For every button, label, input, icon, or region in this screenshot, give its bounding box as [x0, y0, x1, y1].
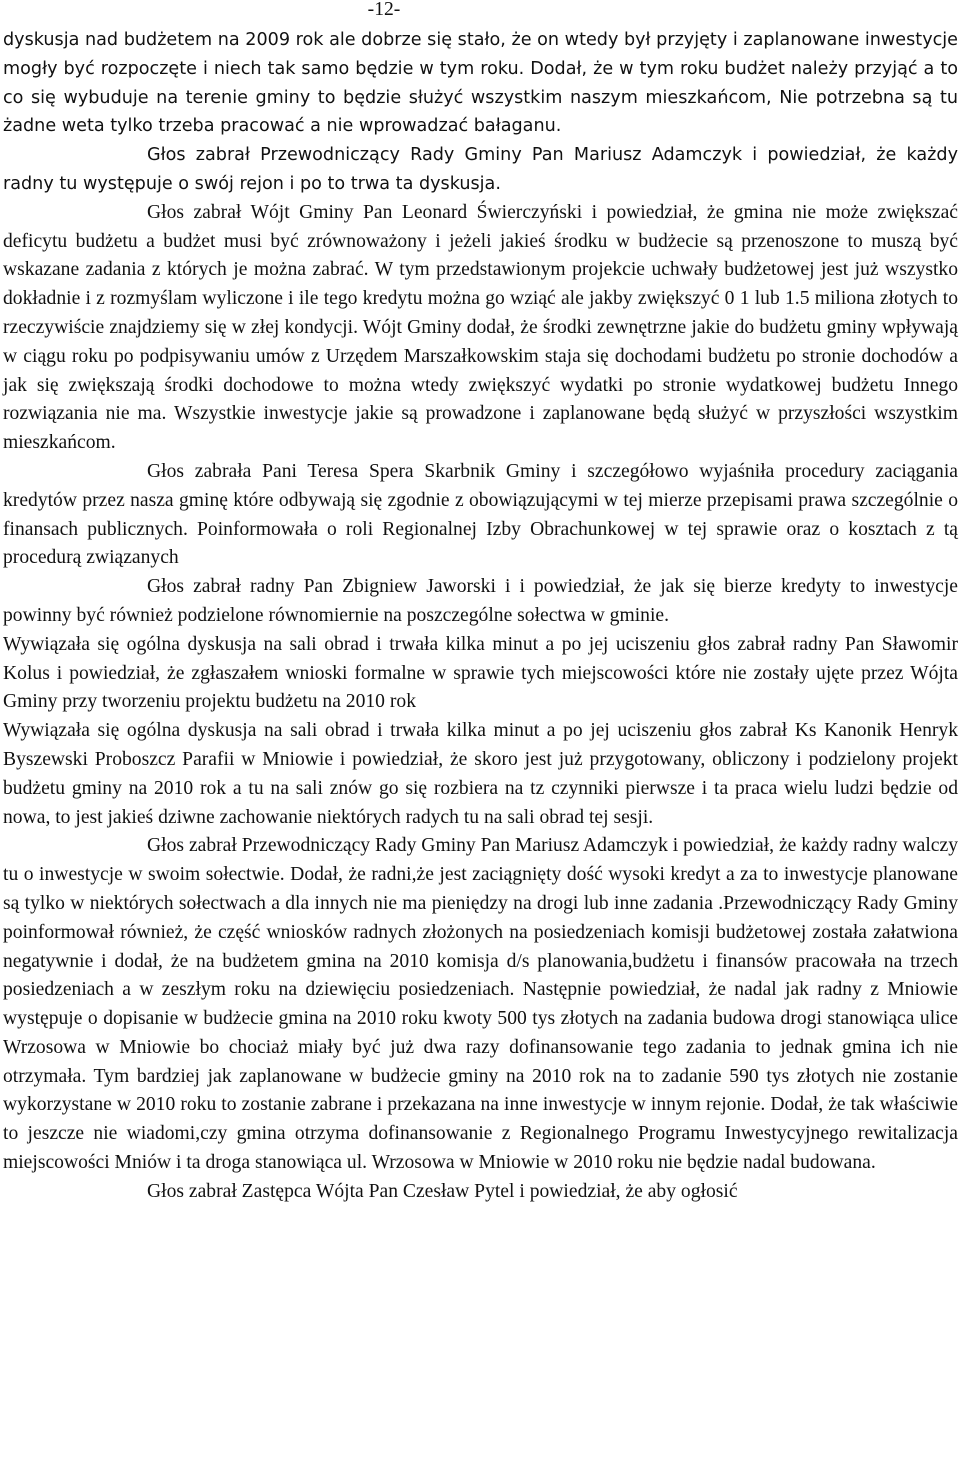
paragraph-6: Wywiązała się ogólna dyskusja na sali obrad i trwała kilka minut a po jej uciszeniu głos zabrał radny Pan Sławomir Kolus i powiedział, że zgłaszałem wnioski formalne w sprawie tych miejscowości które nie zostały ujęte przez Wójta Gminy przy tworzeniu projektu budżetu na 2010 rok — [3, 633, 958, 713]
paragraph-2: Głos zabrał Przewodniczący Rady Gminy Pan Mariusz Adamczyk i powiedział, że każdy radny tu występuje o swój rejon i po to trwa ta dyskusja. — [3, 145, 958, 194]
document-body — [3, 26, 958, 1207]
page-number: -12- — [367, 0, 401, 20]
paragraph-1: dyskusja nad budżetem na 2009 rok ale dobrze się stało, że on wtedy był przyjęty i zaplanowane inwestycje mogły być rozpoczęte i niech tak samo będzie w tym roku. Dodał, że w tym roku budżet należy przyjąć a to co się wybuduje na terenie gminy to będzie służyć wszystkim naszym mieszkańcom, Nie potrzebna są tu żadne weta tylko trzeba pracować a nie wprowadzać bałaganu. — [3, 30, 958, 137]
paragraph-3: Głos zabrał Wójt Gminy Pan Leonard Świerczyński i powiedział, że gmina nie może zwiększać deficytu budżetu a budżet musi być zrównoważony i jeżeli jakieś środku w budżecie są przenoszone to muszą być wskazane zadania z których je można zabrać. W tym przedstawionym projekcie uchwały budżetowej jest już wszystko dokładnie i z rozmyślam wyliczone i ile tego kredytu można go wziąć ale jakby zwiększyć 0 1 lub 1.5 miliona złotych to rzeczywiście znajdziemy się w złej kondycji. Wójt Gminy dodał, że środki zewnętrzne jakie do budżetu gminy wpływają w ciągu roku po podpisywaniu umów z Urzędem Marszałkowskim staja się dochodami budżetu po stronie dochodów a jak się zwiększają środki dochodowe to można wtedy zwiększyć wydatki po stronie wydatkowej budżetu Innego rozwiązania nie ma. Wszystkie inwestycje jakie są prowadzone i zaplanowane będą służyć w przyszłości wszystkim mieszkańcom. — [3, 201, 958, 454]
paragraph-8: Głos zabrał Przewodniczący Rady Gminy Pan Mariusz Adamczyk i powiedział, że każdy radny walczy tu o inwestycje w swoim sołectwie. Dodał, że radni,że jest zaciągnięty dość wysoki kredyt a za to inwestycje planowane są tylko w niektórych sołectwach a dla innych nie ma pieniędzy na drogi lub inne zadania .Przewodniczący Rady Gminy poinformował również, że część wniosków radnych złożonych na posiedzeniach komisji budżetowej została załatwiona negatywnie i dodał, że na budżetem gmina na 2010 komisja d/s planowania,budżetu i finansów pracowała na trzech posiedzeniach a w zeszłym roku na dziewięciu posiedzeniach. Następnie powiedział, że nadal jak radny z Mniowie występuje o dopisanie w budżecie gmina na 2010 roku kwoty 500 tys złotych na zadania budowa drogi stanowiąca ulice Wrzosowa w Mniowie bo chociaż miały być już dwa razy dofinansowanie tego zadania to jednak gmina ich nie otrzymała. Tym bardziej jak zaplanowane w budżecie gminy na 2010 rok na to zadanie 590 tys złotych nie zostanie wykorzystane w 2010 roku to zostanie zabrane i przekazana na inne inwestycje w innym rejonie. Dodał, że tak właściwie to jeszcze nie wiadomi,czy gmina otrzyma dofinansowanie z Regionalnego Programu Inwestycyjnego rewitalizacja miejscowości Mniów i ta droga stanowiąca ul. Wrzosowa w Mniowie w 2010 roku nie będzie nadal budowana. — [3, 835, 958, 1174]
paragraph-7: Wywiązała się ogólna dyskusja na sali obrad i trwała kilka minut a po jej uciszeniu głos zabrał Ks Kanonik Henryk Byszewski Proboszcz Parafii w Mniowie i powiedział, że skoro jest już przygotowany, obliczony i podzielony projekt budżetu gminy na 2010 rok a tu na sali znów go się rozbiera na tz czynniki pierwsze i ta praca wielu ludzi będzie od nowa, to jest jakieś dziwne zachowanie niektórych radych tu na sali obrad tej sesji. — [3, 720, 958, 828]
paragraph-4: Głos zabrała Pani Teresa Spera Skarbnik Gminy i szczegółowo wyjaśniła procedury zaciągania kredytów przez nasza gminę które odbywają się zgodnie z obowiązującymi w tej mierze przepisami prawa szczególnie o finansach publicznych. Poinformowała o roli Regionalnej Izby Obrachunkowej w tej sprawie oraz o kosztach z tą procedurą związanych — [3, 460, 958, 569]
paragraph-9: Głos zabrał Zastępca Wójta Pan Czesław Pytel i powiedział, że aby ogłosić — [147, 1180, 738, 1202]
paragraph-5: Głos zabrał radny Pan Zbigniew Jaworski i i powiedział, że jak się bierze kredyty to inwestycje powinny być również podzielone równomiernie na poszczególne sołectwa w gminie. — [3, 576, 958, 626]
